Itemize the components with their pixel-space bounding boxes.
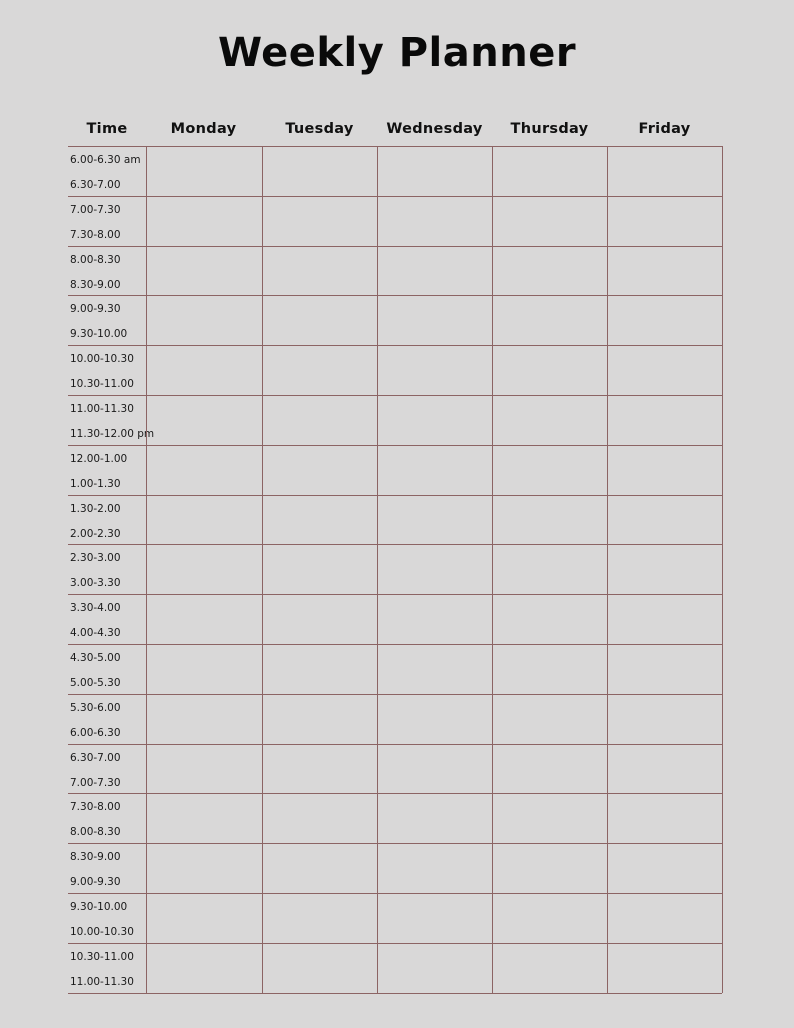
planner-cell-friday[interactable]: [607, 295, 722, 343]
table-row: [68, 644, 722, 694]
planner-cell-friday[interactable]: [607, 544, 722, 592]
planner-cell-thursday[interactable]: [492, 544, 607, 592]
planner-cell-tuesday[interactable]: [262, 445, 377, 493]
planner-cell-monday[interactable]: [146, 295, 262, 343]
planner-cell-tuesday[interactable]: [262, 196, 377, 244]
planner-cell-tuesday[interactable]: [262, 594, 377, 642]
planner-cell-thursday[interactable]: [492, 445, 607, 493]
planner-cell-tuesday[interactable]: [262, 146, 377, 194]
column-header-wednesday: Wednesday: [386, 121, 483, 137]
time-slot-label: 5.00-5.30: [70, 677, 121, 689]
planner-cell-wednesday[interactable]: [377, 246, 492, 294]
column-header-time: Time: [86, 121, 128, 137]
time-slot-label: 9.00-9.30: [70, 876, 121, 889]
time-slot-label: 9.30-10.00: [70, 901, 128, 913]
planner-cell-tuesday[interactable]: [262, 495, 377, 543]
table-row: [68, 544, 722, 594]
table-row: [68, 445, 722, 495]
planner-cell-thursday[interactable]: [492, 893, 607, 941]
column-header-monday: Monday: [170, 121, 237, 137]
time-slot-label: 10.30-11.00: [70, 950, 134, 963]
table-row: [68, 196, 722, 246]
planner-cell-thursday[interactable]: [492, 146, 607, 194]
table-row: [68, 295, 722, 345]
time-slot-label: 5.30-6.00: [70, 701, 121, 714]
planner-grid: [68, 146, 722, 993]
time-slot-label: 6.30-7.00: [70, 179, 121, 191]
planner-cell-wednesday[interactable]: [377, 943, 492, 991]
planner-cell-tuesday[interactable]: [262, 246, 377, 294]
grid-bottom-line: [68, 993, 722, 994]
planner-cell-monday[interactable]: [146, 594, 262, 642]
planner-cell-wednesday[interactable]: [377, 544, 492, 592]
planner-cell-wednesday[interactable]: [377, 395, 492, 443]
planner-cell-wednesday[interactable]: [377, 445, 492, 493]
planner-cell-tuesday[interactable]: [262, 744, 377, 792]
time-slot-label: 12.00-1.00: [70, 452, 128, 465]
planner-cell-friday[interactable]: [607, 196, 722, 244]
planner-cell-friday[interactable]: [607, 345, 722, 393]
planner-cell-friday[interactable]: [607, 644, 722, 692]
planner-cell-tuesday[interactable]: [262, 544, 377, 592]
column-header-thursday: Thursday: [510, 121, 589, 137]
planner-cell-wednesday[interactable]: [377, 146, 492, 194]
planner-cell-tuesday[interactable]: [262, 943, 377, 991]
planner-cell-wednesday[interactable]: [377, 196, 492, 244]
planner-cell-monday[interactable]: [146, 544, 262, 592]
planner-cell-monday[interactable]: [146, 694, 262, 742]
time-slot-label: 8.30-9.00: [70, 851, 121, 864]
planner-cell-thursday[interactable]: [492, 694, 607, 742]
grid-column-line: [262, 146, 263, 993]
planner-cell-friday[interactable]: [607, 146, 722, 194]
planner-cell-thursday[interactable]: [492, 594, 607, 642]
planner-cell-thursday[interactable]: [492, 843, 607, 891]
time-slot-label: 8.00-8.30: [70, 826, 121, 839]
planner-cell-wednesday[interactable]: [377, 644, 492, 692]
grid-column-line: [492, 146, 493, 993]
time-slot-label: 7.30-8.00: [70, 228, 121, 241]
table-row: [68, 893, 722, 943]
page-title: Weekly Planner: [217, 30, 577, 76]
planner-cell-tuesday[interactable]: [262, 793, 377, 841]
planner-cell-tuesday[interactable]: [262, 644, 377, 692]
planner-cell-monday[interactable]: [146, 495, 262, 543]
column-header-friday: Friday: [638, 121, 691, 137]
planner-cell-thursday[interactable]: [492, 196, 607, 244]
planner-cell-friday[interactable]: [607, 943, 722, 991]
table-row: [68, 744, 722, 794]
table-row: [68, 246, 722, 296]
planner-cell-thursday[interactable]: [492, 744, 607, 792]
time-slot-label: 7.30-8.00: [70, 801, 121, 814]
time-slot-label: 6.30-7.00: [70, 751, 121, 764]
planner-cell-thursday[interactable]: [492, 495, 607, 543]
planner-cell-friday[interactable]: [607, 893, 722, 941]
time-slot-label: 3.00-3.30: [70, 577, 121, 590]
time-slot-label: 9.30-10.00: [70, 328, 128, 341]
column-header-row: [0, 121, 794, 143]
planner-cell-friday[interactable]: [607, 445, 722, 493]
planner-cell-friday[interactable]: [607, 793, 722, 841]
planner-cell-wednesday[interactable]: [377, 594, 492, 642]
planner-cell-monday[interactable]: [146, 445, 262, 493]
planner-cell-tuesday[interactable]: [262, 694, 377, 742]
time-slot-label: 3.30-4.00: [70, 602, 121, 615]
planner-cell-thursday[interactable]: [492, 644, 607, 692]
time-slot-label: 6.00-6.30: [70, 726, 121, 739]
time-slot-label: 10.00-10.30: [70, 926, 134, 938]
planner-cell-monday[interactable]: [146, 644, 262, 692]
time-slot-label: 2.30-3.00: [70, 552, 121, 565]
planner-cell-wednesday[interactable]: [377, 744, 492, 792]
planner-cell-friday[interactable]: [607, 395, 722, 443]
table-row: [68, 146, 722, 196]
planner-cell-wednesday[interactable]: [377, 893, 492, 941]
time-slot-label: 4.30-5.00: [70, 652, 121, 664]
planner-cell-friday[interactable]: [607, 594, 722, 642]
grid-column-line: [146, 146, 147, 993]
planner-cell-thursday[interactable]: [492, 395, 607, 443]
planner-cell-wednesday[interactable]: [377, 295, 492, 343]
planner-cell-wednesday[interactable]: [377, 345, 492, 393]
planner-cell-wednesday[interactable]: [377, 495, 492, 543]
planner-cell-monday[interactable]: [146, 893, 262, 941]
grid-column-line: [607, 146, 608, 993]
planner-cell-tuesday[interactable]: [262, 893, 377, 941]
planner-cell-monday[interactable]: [146, 246, 262, 294]
planner-cell-thursday[interactable]: [492, 793, 607, 841]
time-slot-label: 8.30-9.00: [70, 278, 121, 291]
planner-cell-wednesday[interactable]: [377, 843, 492, 891]
planner-cell-friday[interactable]: [607, 843, 722, 891]
planner-cell-monday[interactable]: [146, 196, 262, 244]
column-header-tuesday: Tuesday: [285, 121, 354, 137]
table-row: [68, 395, 722, 445]
planner-cell-monday[interactable]: [146, 843, 262, 891]
table-row: [68, 594, 722, 644]
time-slot-label: 9.00-9.30: [70, 303, 121, 316]
time-slot-label: 7.00-7.30: [70, 203, 121, 216]
planner-cell-friday[interactable]: [607, 246, 722, 294]
time-slot-label: 11.00-11.30: [70, 975, 134, 988]
table-row: [68, 345, 722, 395]
time-slot-label: 1.30-2.00: [70, 502, 121, 515]
planner-cell-tuesday[interactable]: [262, 345, 377, 393]
time-slot-label: 11.00-11.30: [70, 403, 134, 415]
table-row: [68, 694, 722, 744]
time-slot-label: 1.00-1.30: [70, 477, 121, 490]
planner-cell-tuesday[interactable]: [262, 295, 377, 343]
planner-cell-monday[interactable]: [146, 395, 262, 443]
planner-cell-friday[interactable]: [607, 694, 722, 742]
grid-column-line: [377, 146, 378, 993]
table-row: [68, 793, 722, 843]
planner-cell-friday[interactable]: [607, 495, 722, 543]
planner-cell-thursday[interactable]: [492, 295, 607, 343]
planner-cell-monday[interactable]: [146, 744, 262, 792]
table-row: [68, 495, 722, 545]
planner-cell-tuesday[interactable]: [262, 843, 377, 891]
time-slot-label: 10.00-10.30: [70, 353, 134, 366]
time-slot-label: 7.00-7.30: [70, 776, 121, 789]
planner-cell-thursday[interactable]: [492, 943, 607, 991]
planner-cell-friday[interactable]: [607, 744, 722, 792]
planner-cell-monday[interactable]: [146, 943, 262, 991]
time-slot-label: 6.00-6.30 am: [70, 154, 141, 166]
planner-cell-monday[interactable]: [146, 345, 262, 393]
planner-cell-tuesday[interactable]: [262, 395, 377, 443]
planner-cell-monday[interactable]: [146, 793, 262, 841]
time-slot-label: 4.00-4.30: [70, 627, 121, 640]
time-slot-label: 10.30-11.00: [70, 378, 134, 391]
planner-cell-monday[interactable]: [146, 146, 262, 194]
time-slot-label: 8.00-8.30: [70, 253, 121, 266]
time-slot-label: 11.30-12.00 pm: [70, 428, 155, 440]
planner-cell-wednesday[interactable]: [377, 793, 492, 841]
planner-cell-wednesday[interactable]: [377, 694, 492, 742]
table-row: [68, 843, 722, 893]
planner-cell-thursday[interactable]: [492, 345, 607, 393]
grid-column-line: [722, 146, 723, 993]
planner-cell-thursday[interactable]: [492, 246, 607, 294]
table-row: [68, 943, 722, 993]
time-slot-label: 2.00-2.30: [70, 527, 121, 540]
